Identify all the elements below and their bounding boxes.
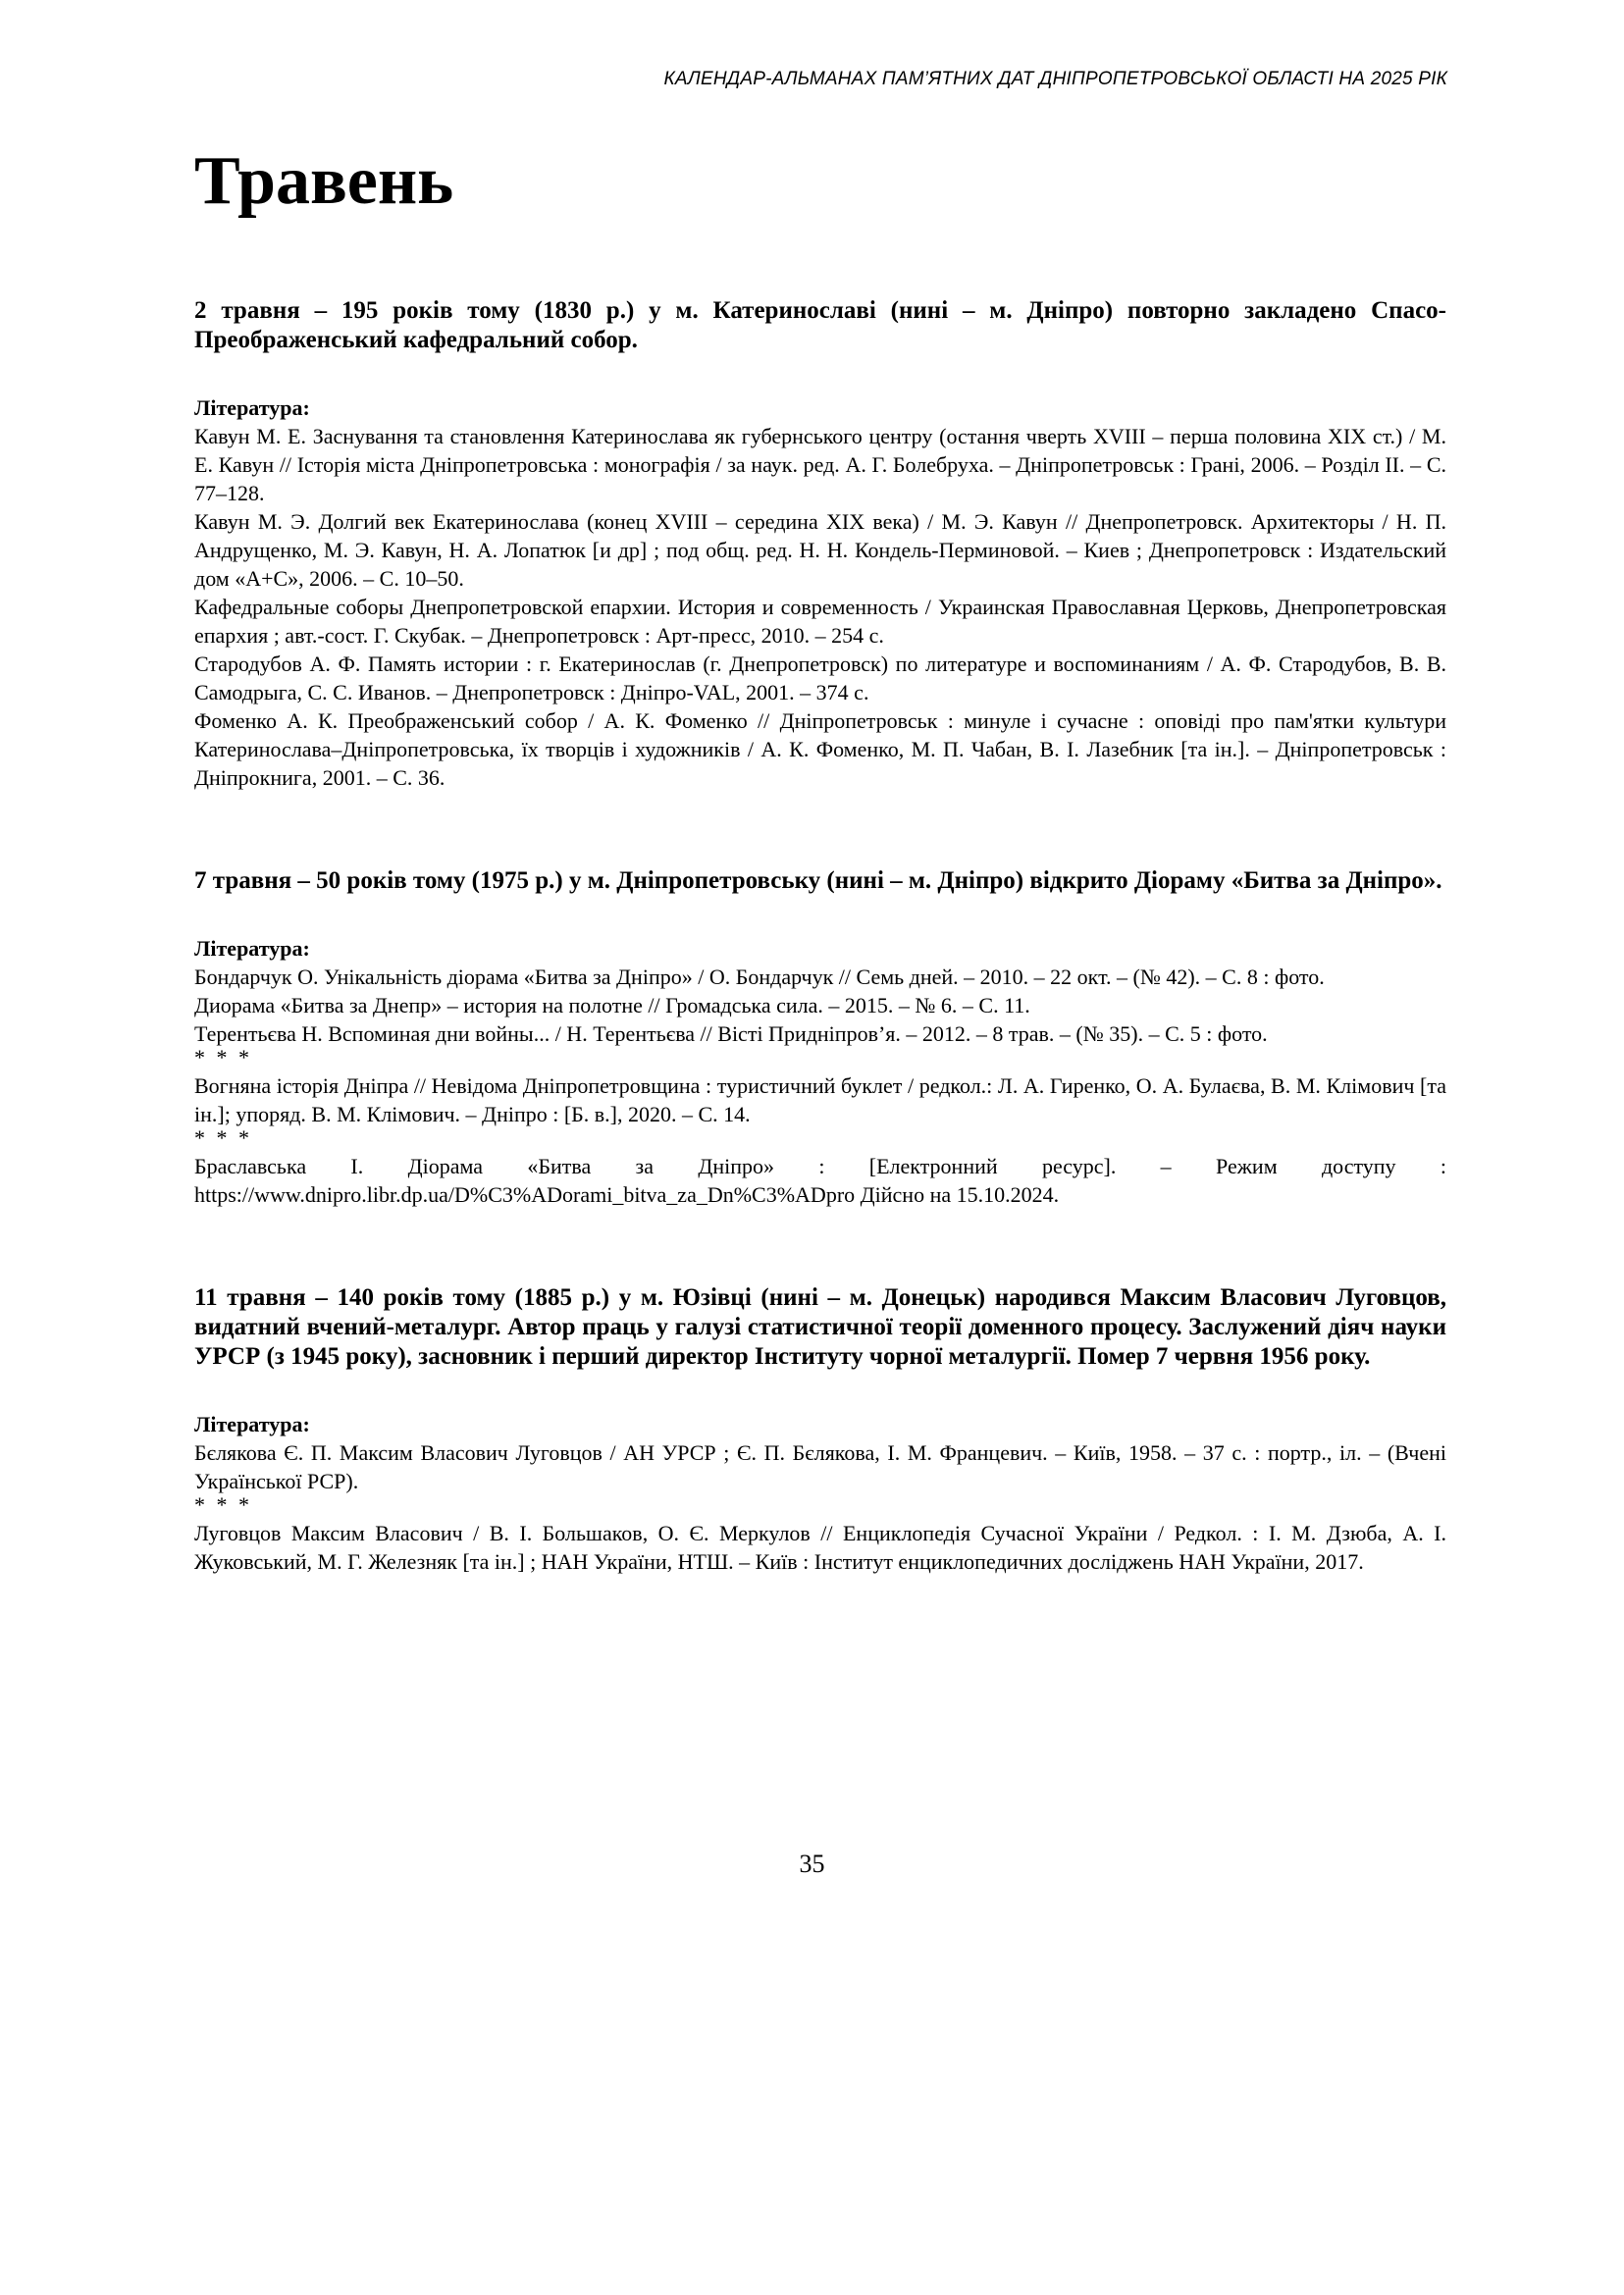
reference-item: Диорама «Битва за Днепр» – история на полотне // Громадська сила. – 2015. – № 6. – С. 11. [194,993,1030,1017]
page-content [194,137,1446,1576]
page-title: Травень [194,143,454,219]
reference-item: Бєлякова Є. П. Максим Власович Луговцов / АН УРСР ; Є. П. Бєлякова, І. М. Францевич. – Київ, 1958. – 37 с. : портр., іл. – (Вчені Української РСР). [194,1440,1446,1493]
separator: * * * [194,1492,252,1517]
event-entry [194,296,1446,792]
event-title: 7 травня – 50 років тому (1975 р.) у м. Дніпропетровську (нині – м. Дніпро) відкрито Діораму «Битва за Дніпро». [194,867,1442,894]
running-header: КАЛЕНДАР-АЛЬМАНАХ ПАМ’ЯТНИХ ДАТ ДНІПРОПЕТРОВСЬКОЇ ОБЛАСТІ НА 2025 РІК [663,69,1447,89]
reference-item: Кавун М. Е. Заснування та становлення Катеринослава як губернського центру (остання чверть XVIII – перша половина XIX ст.) / М. Е. Кавун // Історія міста Дніпропетровська : монографія / за наук. ред. А. Г. Болебруха. – Дніпропетровськ : Грані, 2006. – Розділ II. – С. 77–128. [194,424,1446,505]
separator: * * * [194,1125,252,1150]
literature-label: Література: [194,936,310,961]
reference-item: Луговцов Максим Власович / В. І. Большаков, О. Є. Меркулов // Енциклопедія Сучасної України / Редкол. : І. М. Дзюба, А. І. Жуковський, М. Г. Железняк [та ін.] ; НАН України, НТШ. – Київ : Інститут енциклопедичних досліджень НАН України, 2017. [194,1521,1446,1574]
event-entry [194,866,1446,1209]
reference-item: Кафедральные соборы Днепропетровской епархии. История и современность / Украинская Православная Церковь, Днепропетровская епархия ; авт.-сост. Г. Скубак. – Днепропетровск : Арт-пресс, 2010. – 254 с. [194,595,1446,648]
event-title: 11 травня – 140 років тому (1885 р.) у м. Юзівці (нині – м. Донецьк) народився Максим Власович Луговцов, видатний вчений-металург. Автор праць у галузі статистичної теорії доменного процесу. Заслужений діяч науки УРСР (з 1945 року), засновник і перший директор Інституту чорної металургії. Помер 7 червня 1956 року. [194,1284,1446,1370]
reference-item: Браславська І. Діорама «Битва за Дніпро» : [Електронний ресурс]. – Режим доступу : https://www.dnipro.libr.dp.ua/D%C3%ADorami_bitva_za_Dn%C3%ADpro Дійсно на 15.10.2024. [194,1154,1446,1207]
reference-item: Бондарчук О. Унікальність діорама «Битва за Дніпро» / О. Бондарчук // Семь дней. – 2010. – 22 окт. – (№ 42). – С. 8 : фото. [194,965,1325,989]
event-entry [194,1283,1446,1576]
reference-item: Терентьєва Н. Вспоминая дни войны... / Н. Терентьєва // Вісті Придніпров’я. – 2012. – 8 трав. – (№ 35). – С. 5 : фото. [194,1021,1268,1046]
reference-item: Фоменко А. К. Преображенський собор / А. К. Фоменко // Дніпропетровськ : минуле і сучасне : оповіді про пам'ятки культури Катеринослава–Дніпропетровська, їх творців і художників / А. К. Фоменко, М. П. Чабан, В. І. Лазебник [та ін.]. – Дніпропетровськ : Дніпрокнига, 2001. – С. 36. [194,708,1446,790]
reference-item: Вогняна історія Дніпра // Невідома Дніпропетровщина : туристичний буклет / редкол.: Л. А. Гиренко, О. А. Булаєва, В. М. Клімович [та ін.]; упоряд. В. М. Клімович. – Дніпро : [Б. в.], 2020. – С. 14. [194,1073,1446,1126]
literature-label: Література: [194,395,310,420]
reference-item: Стародубов А. Ф. Память истории : г. Екатеринослав (г. Днепропетровск) по литературе и воспоминаниям / А. Ф. Стародубов, В. В. Самодрыга, С. С. Иванов. – Днепропетровск : Дніпро-VAL, 2001. – 374 с. [194,652,1446,704]
separator: * * * [194,1045,252,1069]
page-number: 35 [799,1850,825,1878]
reference-item: Кавун М. Э. Долгий век Екатеринослава (конец XVIII – середина XIX века) / М. Э. Кавун // Днепропетровск. Архитекторы / Н. П. Андрущенко, М. Э. Кавун, Н. А. Лопатюк [и др] ; под общ. ред. Н. Н. Кондель-Перминовой. – Киев ; Днепропетровск : Издательский дом «А+С», 2006. – С. 10–50. [194,509,1446,591]
event-title: 2 травня – 195 років тому (1830 р.) у м. Катеринославі (нині – м. Дніпро) повторно закладено Спасо-Преображенський кафедральний собор. [194,297,1446,353]
literature-label: Література: [194,1412,310,1436]
